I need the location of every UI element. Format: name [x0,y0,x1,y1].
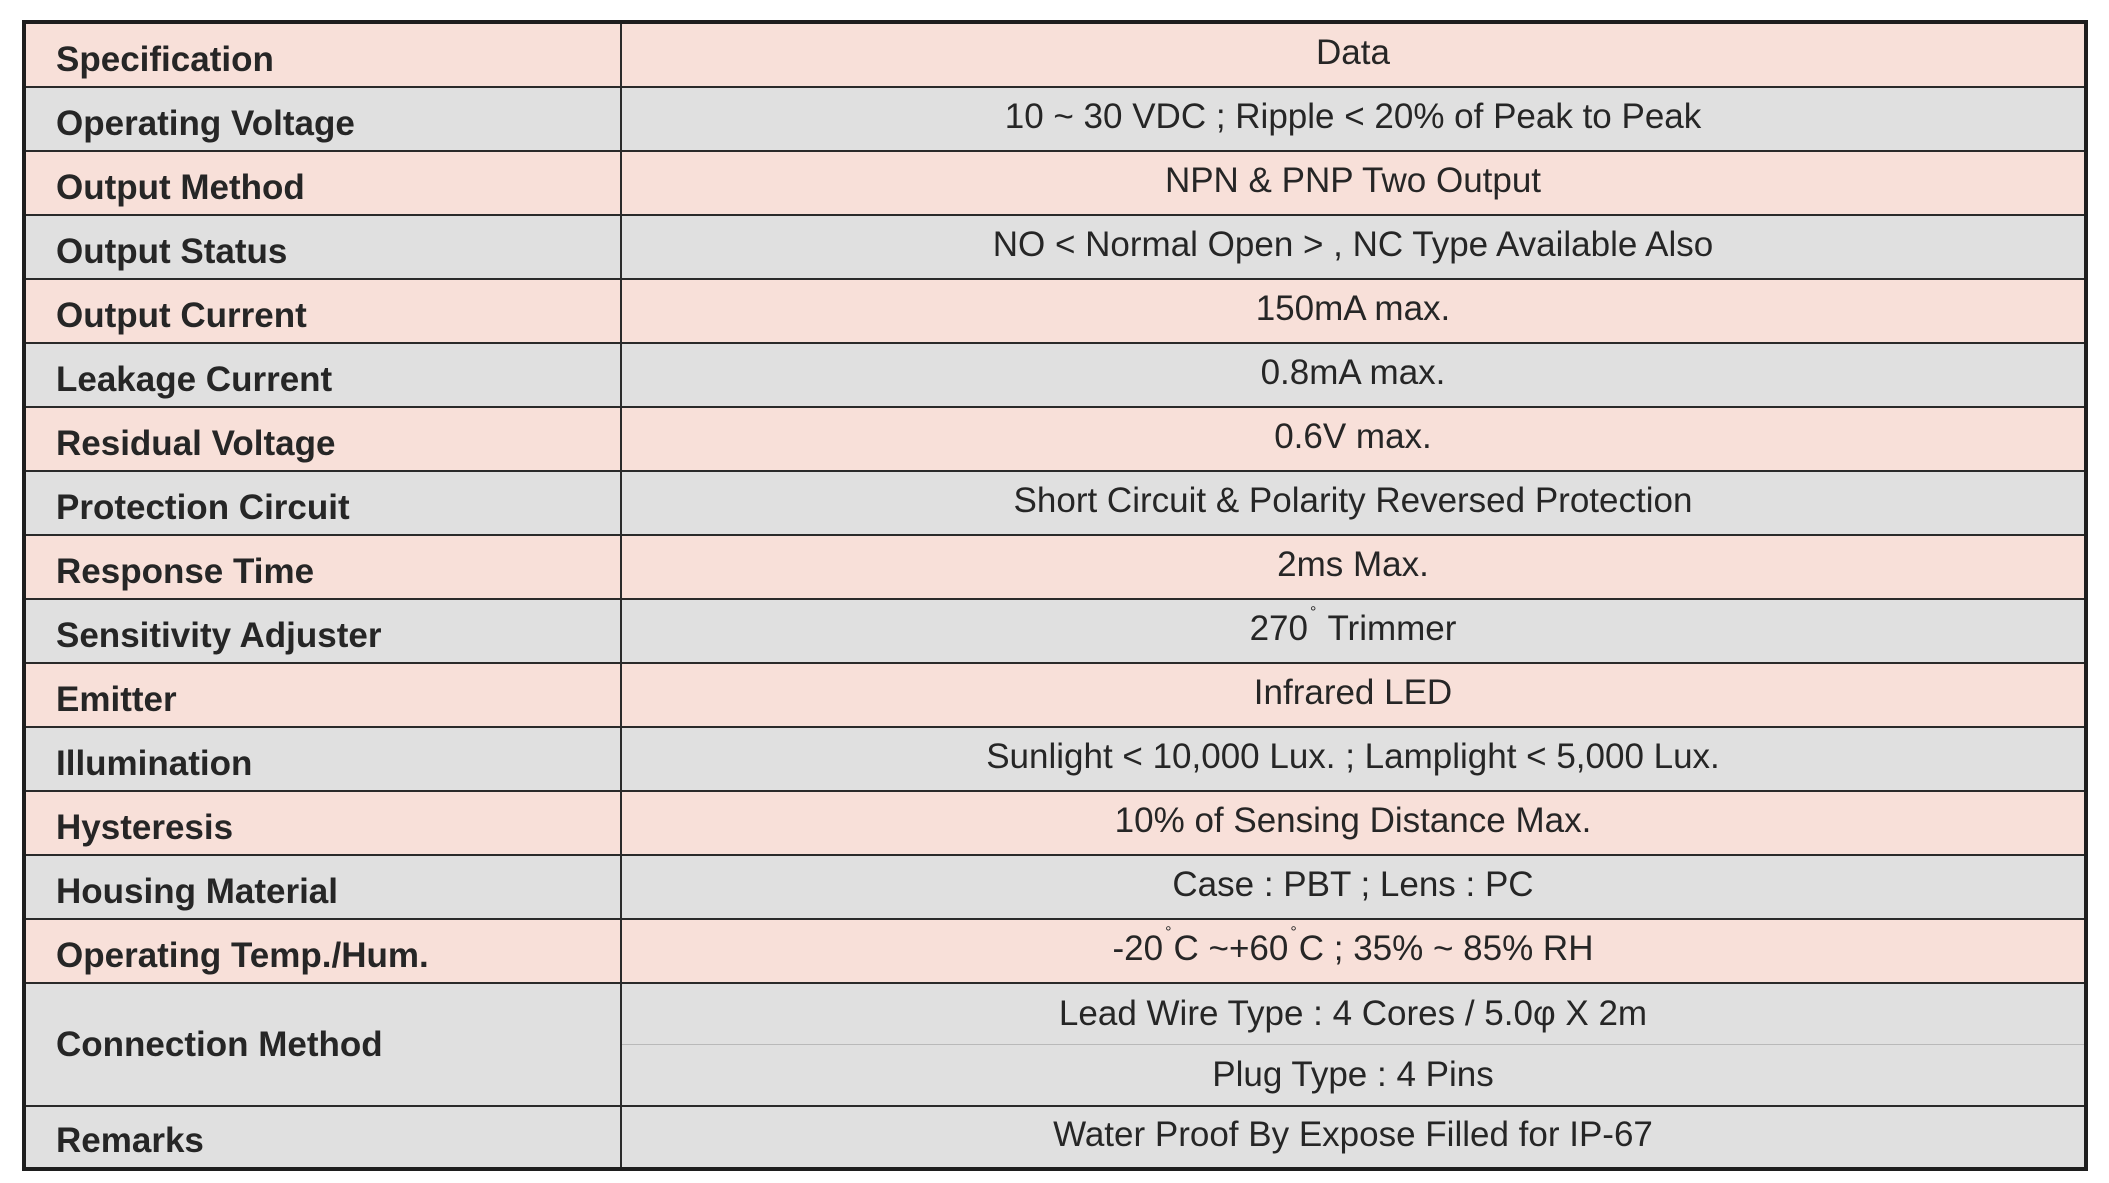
row-value: Water Proof By Expose Filled for IP-67 [1053,1115,1653,1154]
row-label: Protection Circuit [26,472,622,534]
table-row [26,88,2084,152]
row-label: Sensitivity Adjuster [26,600,622,662]
row-value [622,984,2084,1105]
row-label: Remarks [26,1107,622,1167]
table-row [26,472,2084,536]
temp-mid: C ~+60 [1173,929,1289,968]
table-row [26,152,2084,216]
table-header-row [26,24,2084,88]
row-value: Short Circuit & Polarity Reversed Protection [1013,481,1693,520]
table-row [26,664,2084,728]
row-label: Output Current [26,280,622,342]
connection-line-plug: Plug Type : 4 Pins [1212,1054,1494,1094]
table-row [26,344,2084,408]
row-value [622,600,2084,662]
row-value: NPN & PNP Two Output [1164,161,1542,200]
spec-table [22,20,2088,1171]
row-value: Case : PBT ; Lens : PC [1172,865,1534,904]
row-label: Hysteresis [26,792,622,854]
value-unit: Trimmer [1318,609,1457,648]
row-label: Housing Material [26,856,622,918]
table-row [26,536,2084,600]
degree-symbol: ° [1165,924,1172,941]
row-value: 0.6V max. [1274,417,1432,456]
row-label: Response Time [26,536,622,598]
connection-line-lead-wire: Lead Wire Type : 4 Cores / 5.0φ X 2m [622,984,2084,1045]
row-value: 150mA max. [1255,289,1451,328]
table-row [26,856,2084,920]
row-label: Output Method [26,152,622,214]
table-row [26,216,2084,280]
header-data: Data [1316,33,1390,72]
row-label: Operating Voltage [26,88,622,150]
row-value: 0.8mA max. [1260,353,1446,392]
row-label: Operating Temp./Hum. [26,920,622,982]
table-row [26,728,2084,792]
row-label: Emitter [26,664,622,726]
degree-symbol: ° [1309,604,1317,621]
table-row [26,408,2084,472]
header-specification: Specification [26,24,622,86]
table-row [26,792,2084,856]
row-value: 10 ~ 30 VDC ; Ripple < 20% of Peak to Peak [1004,97,1702,136]
table-row [26,1107,2084,1167]
value-number: 270 [1249,609,1308,648]
table-row [26,920,2084,984]
temp-hum: C ; 35% ~ 85% RH [1298,929,1594,968]
row-value: 2ms Max. [1277,545,1429,584]
row-value: Infrared LED [1253,673,1453,712]
row-label: Illumination [26,728,622,790]
row-value: 10% of Sensing Distance Max. [1114,801,1592,840]
row-value: NO < Normal Open > , NC Type Available Also [992,225,1714,264]
degree-symbol: ° [1290,924,1297,941]
row-label: Output Status [26,216,622,278]
table-row [26,984,2084,1107]
table-row [26,600,2084,664]
row-value [622,920,2084,982]
row-label: Connection Method [26,984,622,1105]
table-row [26,280,2084,344]
row-label: Residual Voltage [26,408,622,470]
row-label: Leakage Current [26,344,622,406]
temp-low: -20 [1112,929,1164,968]
row-value: Sunlight < 10,000 Lux. ; Lamplight < 5,000 Lux. [986,737,1720,776]
